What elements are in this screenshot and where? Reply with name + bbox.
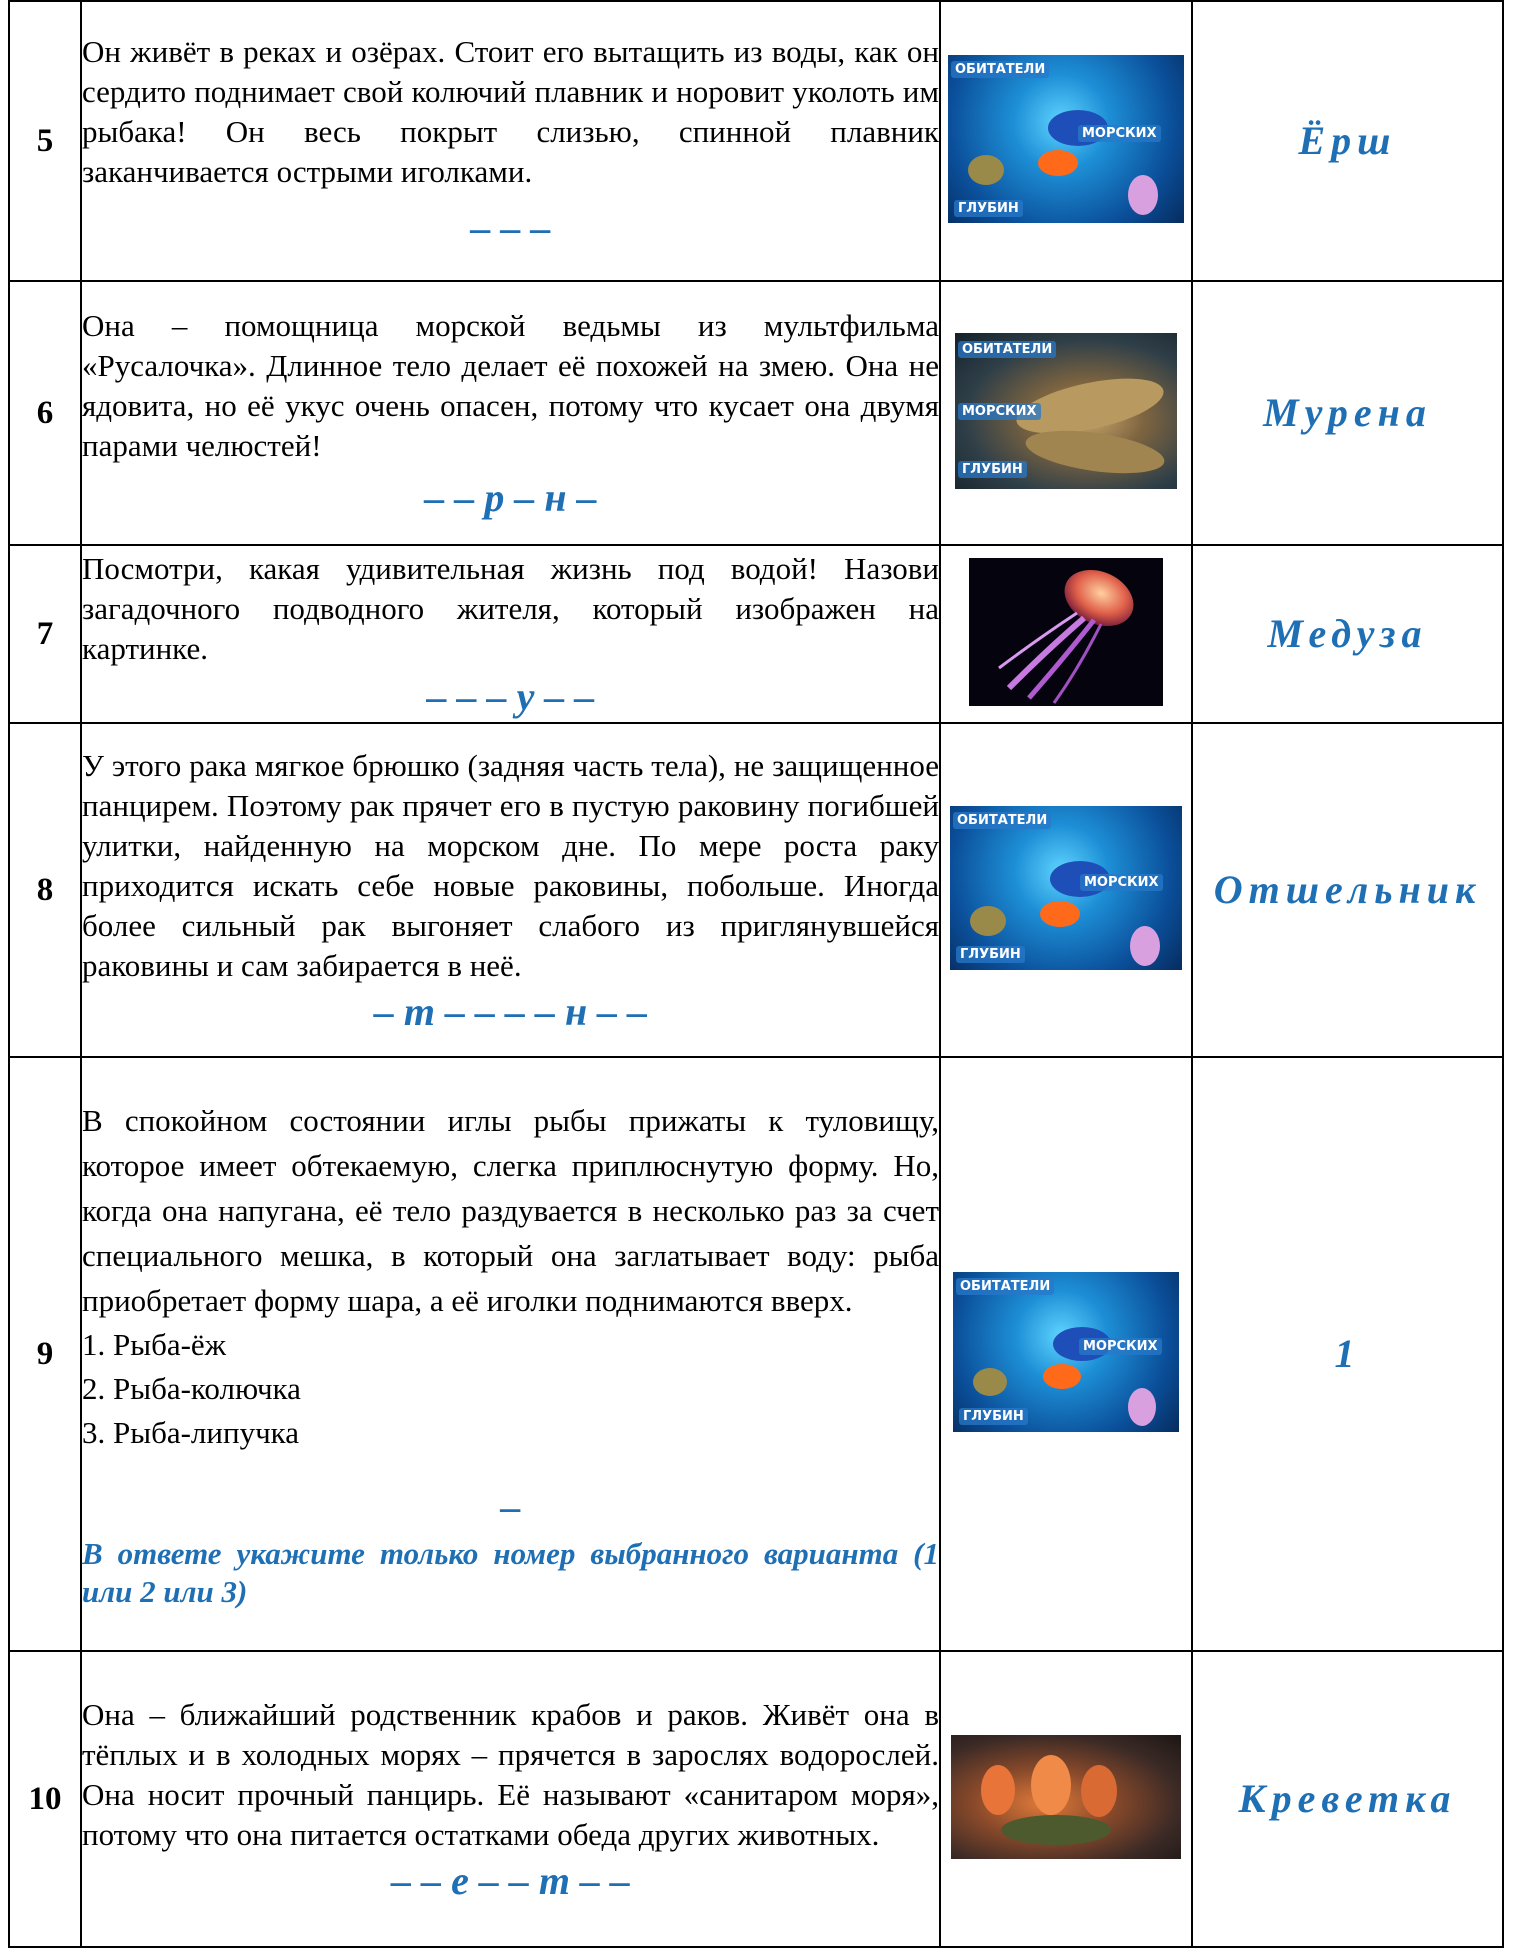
image-caption: ОБИТАТЕЛИ xyxy=(958,341,1056,358)
row-number: 6 xyxy=(9,281,81,545)
row-number: 9 xyxy=(9,1057,81,1651)
row-number: 7 xyxy=(9,545,81,723)
image-caption: ОБИТАТЕЛИ xyxy=(956,1278,1054,1295)
image-caption: МОРСКИХ xyxy=(1079,1338,1162,1355)
question-text: У этого рака мягкое брюшко (задняя часть тела), не защищенное панцирем. Поэтому рак прячет его в пустую раковину погибшей улитки, найденную на морском дне. По мере роста раку приходится искать себе новые раковины, побольше. Иногда более сильный рак выгоняет слабого из приглянувшейся раковины и сам забирается в неё. xyxy=(82,748,939,983)
answer-cell: Медуза xyxy=(1192,545,1503,723)
jellyfish-icon xyxy=(969,558,1163,706)
answer-text: Отшельник xyxy=(1213,867,1482,912)
letter-hint: – – р – н – xyxy=(424,475,597,520)
sea-creatures-image xyxy=(950,806,1182,970)
question-cell xyxy=(81,545,940,723)
option-item: 3. Рыба-липучка xyxy=(82,1414,300,1450)
image-caption: ГЛУБИН xyxy=(954,200,1023,217)
jellyfish-image xyxy=(969,558,1163,706)
letter-hint: – – – у – – xyxy=(426,674,595,719)
image-cell xyxy=(940,1,1192,281)
table-row xyxy=(9,723,1503,1057)
image-caption: ГЛУБИН xyxy=(958,461,1027,478)
letter-hint: – т – – – – н – – xyxy=(373,989,648,1034)
image-cell xyxy=(940,281,1192,545)
option-item: 2. Рыба-колючка xyxy=(82,1370,301,1406)
question-text: Она – ближайший родственник крабов и раков. Живёт она в тёплых и в холодных морях – прячется в зарослях водорослей. Она носит прочный панцирь. Её называют «санитаром моря», потому что она питается остатками обеда других животных. xyxy=(82,1697,939,1852)
question-cell xyxy=(81,1,940,281)
image-caption: МОРСКИХ xyxy=(1078,125,1161,142)
table-row xyxy=(9,1057,1503,1651)
image-caption: ОБИТАТЕЛИ xyxy=(951,61,1049,78)
table-row xyxy=(9,545,1503,723)
letter-hint: – – – xyxy=(470,205,551,250)
answer-cell xyxy=(1192,723,1503,1057)
answer-cell: Креветка xyxy=(1192,1651,1503,1947)
sea-creatures-image xyxy=(948,55,1184,223)
image-cell xyxy=(940,1651,1192,1947)
quiz-table xyxy=(8,0,1504,1948)
image-caption: ОБИТАТЕЛИ xyxy=(953,812,1051,829)
letter-hint: – xyxy=(500,1483,521,1529)
question-cell xyxy=(81,1057,940,1651)
question-text: В спокойном состоянии иглы рыбы прижаты к туловищу, которое имеет обтекаемую, слегка приплюснутую форму. Но, когда она напугана, её тело раздувается в несколько раз за счет специального мешка, в который она заглатывает воду: рыба приобретает форму шара, а её иголки поднимаются вверх. xyxy=(82,1102,939,1318)
answer-cell: Ёрш xyxy=(1192,1,1503,281)
sea-creatures-image xyxy=(953,1272,1179,1432)
image-cell xyxy=(940,545,1192,723)
image-cell xyxy=(940,723,1192,1057)
answer-cell: Мурена xyxy=(1192,281,1503,545)
answer-cell: 1 xyxy=(1192,1057,1503,1651)
question-cell xyxy=(81,723,940,1057)
table-row xyxy=(9,1,1503,281)
moray-eel-image xyxy=(955,333,1177,489)
question-cell xyxy=(81,1651,940,1947)
table-row xyxy=(9,281,1503,545)
shrimp-image xyxy=(951,1735,1181,1859)
image-caption: ГЛУБИН xyxy=(959,1408,1028,1425)
letter-hint: – – е – – т – – xyxy=(391,1858,630,1903)
table-row xyxy=(9,1651,1503,1947)
question-cell xyxy=(81,281,940,545)
question-text: Он живёт в реках и озёрах. Стоит его вытащить из воды, как он сердито поднимает свой колючий плавник и норовит уколоть им рыбака! Он весь покрыт слизью, спинной плавник заканчивается острыми иголками. xyxy=(82,34,939,189)
image-caption: МОРСКИХ xyxy=(1080,874,1163,891)
answer-instruction: В ответе укажите только номер выбранного варианта (1 или 2 или 3) xyxy=(82,1535,939,1609)
image-cell xyxy=(940,1057,1192,1651)
image-caption: МОРСКИХ xyxy=(958,403,1041,420)
row-number: 10 xyxy=(9,1651,81,1947)
row-number: 5 xyxy=(9,1,81,281)
row-number: 8 xyxy=(9,723,81,1057)
question-text: Она – помощница морской ведьмы из мультфильма «Русалочка». Длинное тело делает её похожей на змею. Она не ядовита, но её укус очень опасен, потому что кусает она двумя парами челюстей! xyxy=(82,308,939,463)
image-caption: ГЛУБИН xyxy=(956,946,1025,963)
question-text: Посмотри, какая удивительная жизнь под водой! Назови загадочного подводного жителя, который изображен на картинке. xyxy=(82,551,939,666)
option-item: 1. Рыба-ёж xyxy=(82,1326,227,1362)
